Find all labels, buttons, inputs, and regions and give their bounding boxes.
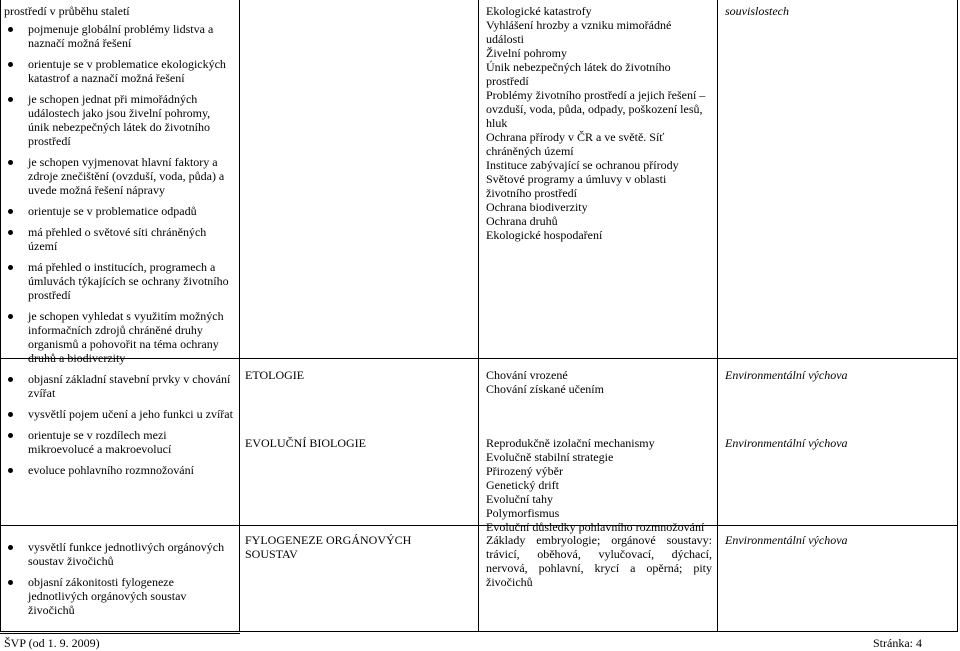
table-border-col3: [717, 0, 718, 631]
table-border-left: [0, 0, 1, 631]
list-item: je schopen jednat při mimořádných událostech jako jsou živelní pohromy, únik nebezpečných látek do životního prostředí: [4, 92, 234, 148]
crosscurricular-evolucni-biologie: Environmentální výchova: [725, 436, 848, 450]
list-item: je schopen vyhledat s využitím možných informačních zdrojů chráněné druhy organismů a pohovořit na téma ochrany druhů a biodiverzity: [4, 309, 234, 365]
list-item: pojmenuje globální problémy lidstva a naznačí možná řešení: [4, 22, 234, 50]
outcomes-list: [4, 22, 234, 365]
content-line: Genetický drift: [486, 478, 559, 492]
row1-outcomes-cell: [4, 4, 234, 372]
outcomes-list: [4, 372, 234, 477]
content-line: Chování získané učením: [486, 382, 604, 396]
row1-content-cell: [486, 4, 712, 242]
footer-page-number: Stránka: 4: [873, 636, 922, 650]
footer-left: ŠVP (od 1. 9. 2009): [4, 636, 100, 650]
list-item: evoluce pohlavního rozmnožování: [4, 463, 234, 477]
list-item: objasní základní stavební prvky v chování zvířat: [4, 372, 234, 400]
content-line: Instituce zabývající se ochranou přírody: [486, 158, 679, 172]
content-line: Chování vrozené: [486, 368, 568, 382]
list-item: vysvětlí funkce jednotlivých orgánových soustav živočichů: [4, 540, 234, 568]
row3-content-cell: Základy embryologie; orgánové soustavy: trávicí, oběhová, vylučovací, dýchací, nervová, pohlavní, krycí a opěrná; pity živočichů: [486, 533, 712, 589]
content-line: Vyhlášení hrozby a vzniku mimořádné události: [486, 18, 672, 46]
content-line: Reprodukčně izolační mechanismy: [486, 436, 655, 450]
list-item: orientuje se v problematice odpadů: [4, 204, 234, 218]
list-item: orientuje se v rozdílech mezi mikroevolucé a makroevolucí: [4, 428, 234, 456]
list-item: vysvětlí pojem učení a jeho funkci u zvířat: [4, 407, 234, 421]
content-line: Evoluční důsledky pohlavního rozmnožování: [486, 520, 705, 534]
row2-outcomes-cell: [4, 372, 234, 484]
table-border-col2: [478, 0, 479, 631]
list-item: je schopen vyjmenovat hlavní faktory a zdroje znečištění (ovzduší, voda, půda) a uvede možná řešení nápravy: [4, 155, 234, 197]
content-line: Ekologické katastrofy: [486, 4, 592, 18]
content-line: Problémy životního prostředí a jejich řešení – ovzduší, voda, půda, odpady, poškození lesů, hluk: [486, 88, 706, 130]
row2-topic-cell: [245, 368, 473, 450]
content-line: Polymorfismus: [486, 506, 560, 520]
list-item: orientuje se v problematice ekologických katastrof a naznačí možná řešení: [4, 57, 234, 85]
content-line: Ochrana přírody v ČR a ve světě. Síť chráněných území: [486, 130, 665, 158]
topic-etologie: ETOLOGIE: [245, 368, 305, 382]
content-line: Únik nebezpečných látek do životního prostředí: [486, 60, 671, 88]
content-line: Přirozený výběr: [486, 464, 563, 478]
row3-topic-cell: FYLOGENEZE ORGÁNOVÝCH SOUSTAV: [245, 533, 412, 561]
table-border-bottom: [0, 631, 958, 632]
content-line: Evoluční tahy: [486, 492, 553, 506]
content-line: Evolučně stabilní strategie: [486, 450, 614, 464]
footer-rule: [0, 633, 240, 634]
outcomes-list: [4, 540, 234, 617]
content-line: Ochrana biodiverzity: [486, 200, 588, 214]
row3-outcomes-cell: [4, 540, 234, 624]
content-line: Ekologické hospodaření: [486, 228, 603, 242]
list-item: má přehled o světové síti chráněných území: [4, 225, 234, 253]
table-border-right: [957, 0, 958, 631]
row-divider-2: [0, 525, 958, 526]
content-line: Ochrana druhů: [486, 214, 558, 228]
topic-evolucni-biologie: EVOLUČNÍ BIOLOGIE: [245, 436, 366, 450]
list-item: objasní zákonitosti fylogeneze jednotlivých orgánových soustav živočichů: [4, 575, 234, 617]
continued-line: prostředí v průběhu staletí: [4, 4, 130, 18]
row2-content-cell: [486, 368, 712, 534]
row2-crosscurricular-cell: [725, 368, 953, 450]
row1-crosscurricular-cell: souvislostech: [725, 4, 789, 18]
content-line: Světové programy a úmluvy v oblasti životního prostředí: [486, 172, 667, 200]
content-line: Živelní pohromy: [486, 46, 567, 60]
table-border-col1: [239, 0, 240, 631]
list-item: má přehled o institucích, programech a úmluvách týkajících se ochrany životního prostředí: [4, 260, 234, 302]
row3-crosscurricular-cell: Environmentální výchova: [725, 533, 848, 547]
crosscurricular-etologie: Environmentální výchova: [725, 368, 848, 382]
